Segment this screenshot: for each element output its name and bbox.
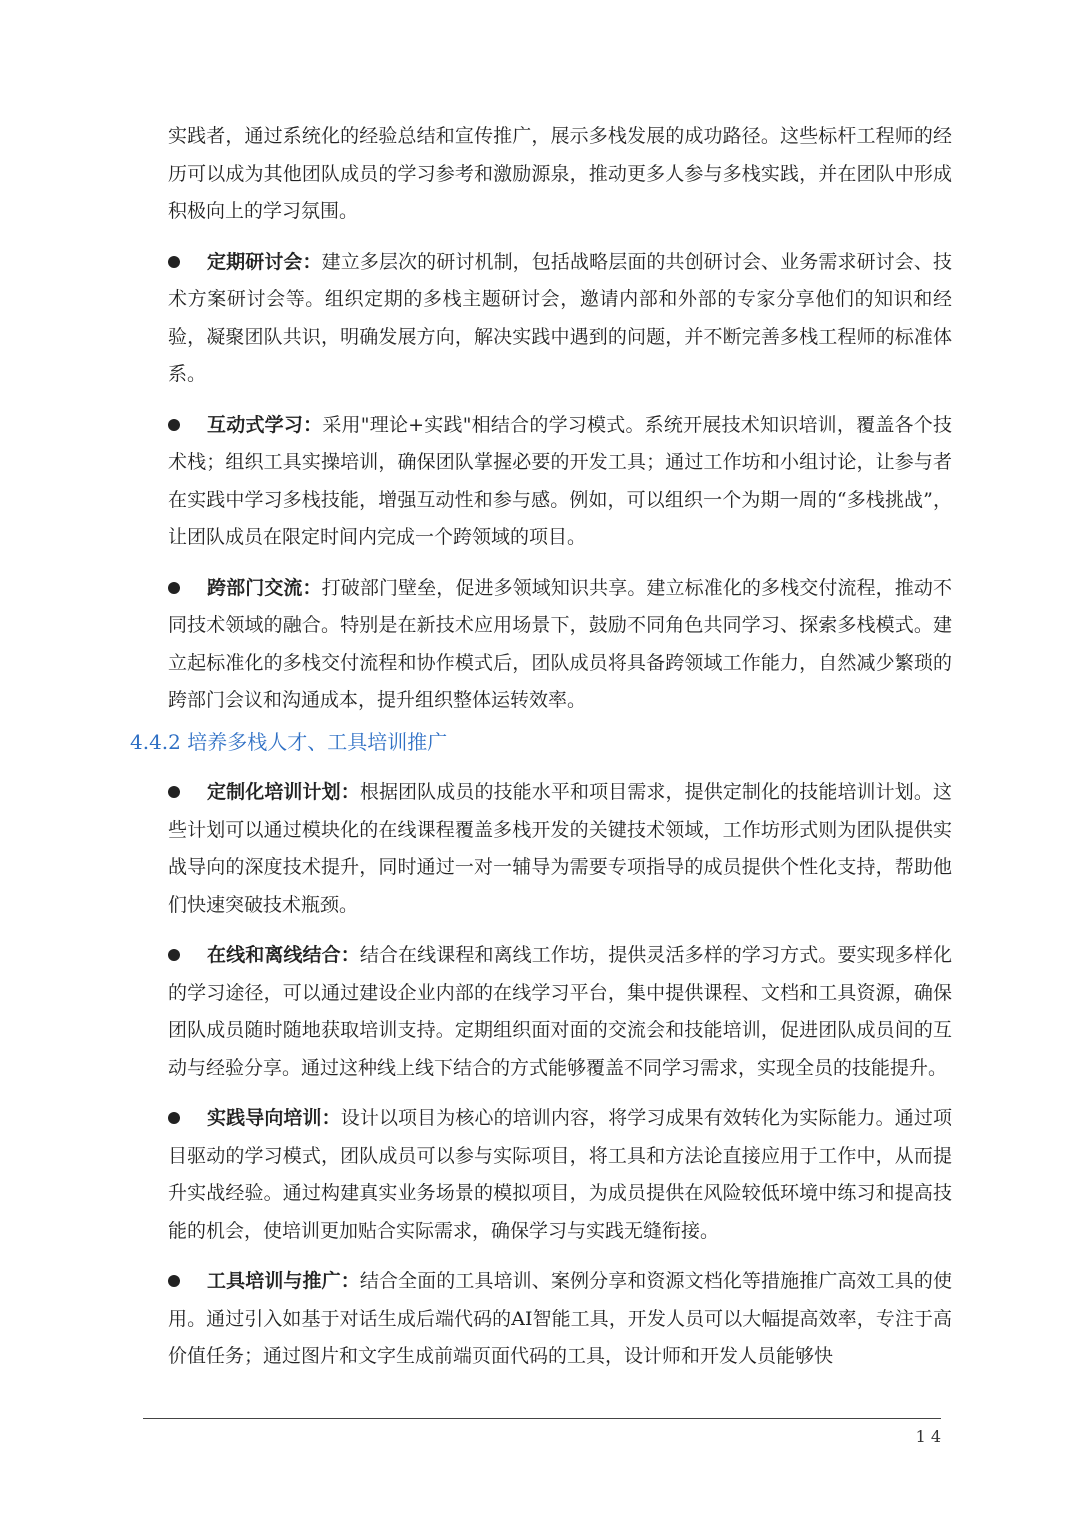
bullet-item-practice-training (130, 1100, 952, 1250)
bullet-item-cross-department (130, 570, 952, 720)
section-heading: 4.4.2 培养多栈人才、工具培训推广 (130, 729, 448, 754)
bullet-paragraph (130, 407, 952, 557)
bullet-term: 实践导向培训： (207, 1107, 341, 1129)
page-content (130, 118, 952, 1376)
bullet-paragraph (130, 1100, 952, 1250)
bullet-term: 定制化培训计划： (207, 781, 360, 803)
bullet-term: 定期研讨会： (207, 250, 322, 273)
bullet-term: 在线和离线结合： (207, 944, 360, 966)
bullet-item-interactive-learning (130, 407, 952, 557)
bullet-paragraph (130, 774, 952, 924)
bullet-item-seminars (130, 244, 952, 394)
bullet-paragraph (130, 937, 952, 1087)
bullet-icon (168, 1112, 180, 1124)
bullet-item-online-offline (130, 937, 952, 1087)
footer-divider (143, 1418, 941, 1419)
page-number: 14 (915, 1427, 946, 1446)
bullet-text: 打破部门壁垒，促进多领域知识共享。建立标准化的多栈交付流程，推动不同技术领域的融合。特别是在新技术应用场景下，鼓励不同角色共同学习、探索多栈模式。建立起标准化的多栈交付流程和协作模式后，团队成员将具备跨领域工作能力，自然减少繁琐的跨部门会议和沟通成本，提升组织整体运转效率。 (168, 576, 952, 711)
bullet-paragraph (130, 244, 952, 394)
intro-paragraph: 实践者，通过系统化的经验总结和宣传推广，展示多栈发展的成功路径。这些标杆工程师的经历可以成为其他团队成员的学习参考和激励源泉，推动更多人参与多栈实践，并在团队中形成积极向上的学习氛围。 (168, 125, 952, 222)
bullet-item-custom-training (130, 774, 952, 924)
bullet-paragraph (130, 1263, 952, 1376)
bullet-text: 建立多层次的研讨机制，包括战略层面的共创研讨会、业务需求研讨会、技术方案研讨会等。组织定期的多栈主题研讨会，邀请内部和外部的专家分享他们的知识和经验，凝聚团队共识，明确发展方向，解决实践中遇到的问题，并不断完善多栈工程师的标准体系。 (168, 250, 952, 385)
bullet-term: 跨部门交流： (207, 576, 322, 599)
bullet-text: 设计以项目为核心的培训内容，将学习成果有效转化为实际能力。通过项目驱动的学习模式，团队成员可以参与实际项目，将工具和方法论直接应用于工作中，从而提升实战经验。通过构建真实业务场景的模拟项目，为成员提供在风险较低环境中练习和提高技能的机会，使培训更加贴合实际需求，确保学习与实践无缝衔接。 (168, 1107, 952, 1242)
bullet-icon (168, 256, 180, 268)
bullet-icon (168, 786, 180, 798)
bullet-text: 结合在线课程和离线工作坊，提供灵活多样的学习方式。要实现多样化的学习途径，可以通过建设企业内部的在线学习平台，集中提供课程、文档和工具资源，确保团队成员随时随地获取培训支持。定期组织面对面的交流会和技能培训，促进团队成员间的互动与经验分享。通过这种线上线下结合的方式能够覆盖不同学习需求，实现全员的技能提升。 (168, 944, 952, 1079)
bullet-icon (168, 1275, 180, 1287)
bullet-text: 结合全面的工具培训、案例分享和资源文档化等措施推广高效工具的使用。通过引入如基于对话生成后端代码的AI智能工具，开发人员可以大幅提高效率，专注于高价值任务；通过图片和文字生成前端页面代码的工具，设计师和开发人员能够快 (168, 1270, 952, 1367)
bullet-icon (168, 949, 180, 961)
bullet-icon (168, 419, 180, 431)
bullet-term: 工具培训与推广： (207, 1270, 360, 1292)
bullet-text: 采用"理论+实践"相结合的学习模式。系统开展技术知识培训，覆盖各个技术栈；组织工具实操培训，确保团队掌握必要的开发工具；通过工作坊和小组讨论，让参与者在实践中学习多栈技能，增强互动性和参与感。例如，可以组织一个为期一周的“多栈挑战”，让团队成员在限定时间内完成一个跨领域的项目。 (168, 413, 952, 548)
bullet-paragraph (130, 570, 952, 720)
bullet-text: 根据团队成员的技能水平和项目需求，提供定制化的技能培训计划。这些计划可以通过模块化的在线课程覆盖多栈开发的关键技术领域，工作坊形式则为团队提供实战导向的深度技术提升，同时通过一对一辅导为需要专项指导的成员提供个性化支持，帮助他们快速突破技术瓶颈。 (168, 781, 952, 916)
bullet-item-tool-training (130, 1263, 952, 1376)
bullet-term: 互动式学习： (207, 413, 323, 436)
bullet-icon (168, 582, 180, 594)
